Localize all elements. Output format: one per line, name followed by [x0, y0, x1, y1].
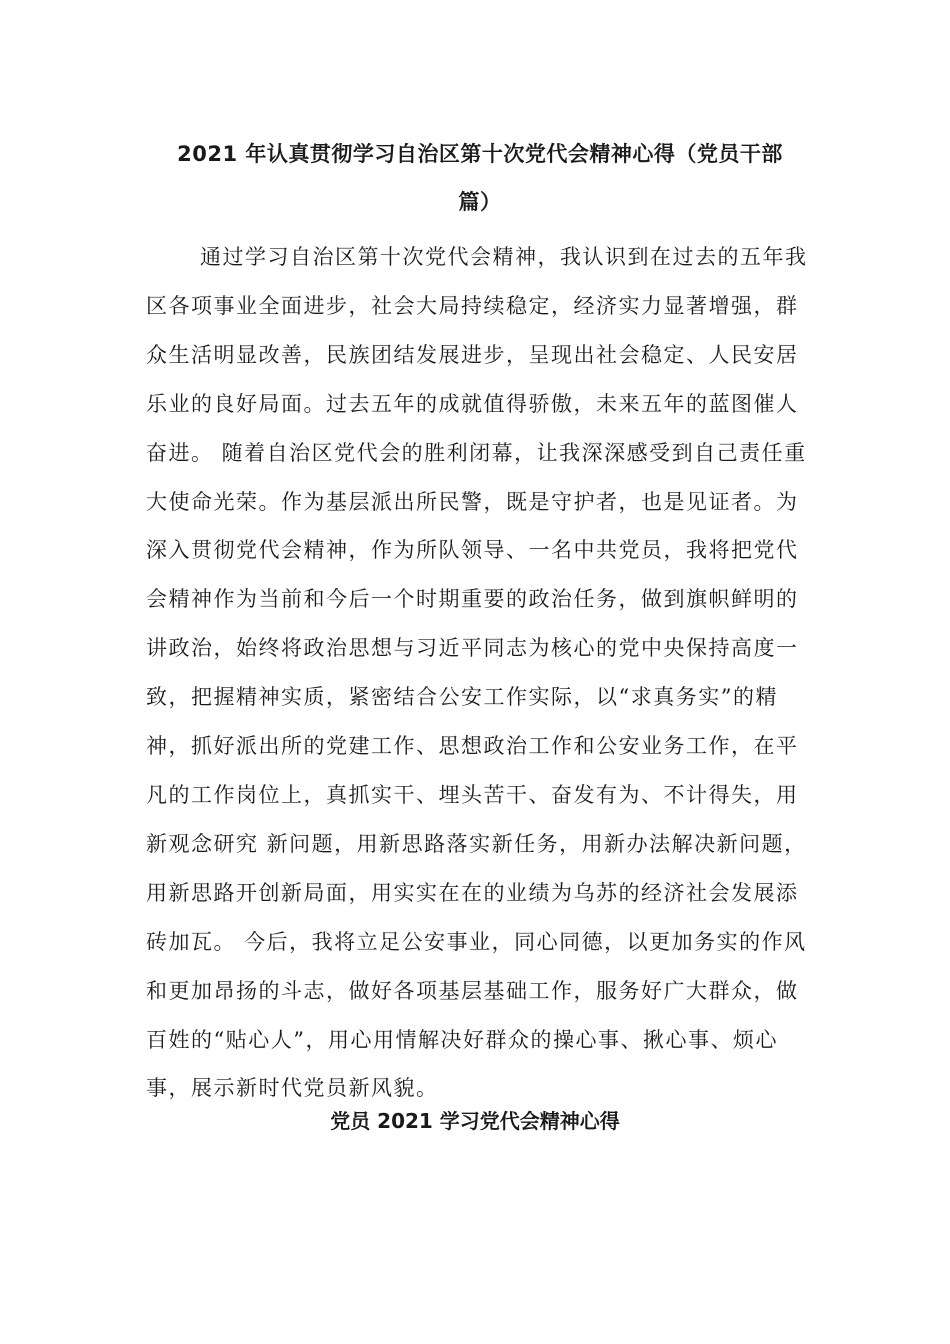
body-line-5: 奋进。 随着自治区党代会的胜利闭幕，让我深深感受到自己责任重 — [146, 440, 807, 465]
document-title-line-2: 篇） — [458, 190, 502, 214]
body-line-8: 会精神作为当前和今后一个时期重要的政治任务，做到旗帜鲜明的 — [146, 587, 799, 612]
body-line-3: 众生活明显改善，民族团结发展进步，呈现出社会稳定、人民安居 — [146, 342, 799, 367]
body-line-14: 用新思路开创新局面，用实实在在的业绩为乌苏的经济社会发展添 — [146, 880, 799, 905]
body-line-10: 致，把握精神实质，紧密结合公安工作实际，以“求真务实”的精 — [146, 685, 778, 710]
body-line-12: 凡的工作岗位上，真抓实干、埋头苦干、奋发有为、不计得失，用 — [146, 782, 799, 807]
section-subtitle: 党员 2021 学习党代会精神心得 — [330, 1109, 620, 1133]
body-line-7: 深入贯彻党代会精神，作为所队领导、一名中共党员，我将把党代 — [146, 538, 799, 563]
body-line-6: 大使命光荣。作为基层派出所民警，既是守护者，也是见证者。为 — [146, 489, 799, 514]
body-line-11: 神，抓好派出所的党建工作、思想政治工作和公安业务工作，在平 — [146, 734, 799, 759]
body-line-2: 区各项事业全面进步，社会大局持续稳定，经济实力显著增强，群 — [146, 293, 799, 318]
body-line-1: 通过学习自治区第十次党代会精神，我认识到在过去的五年我 — [200, 245, 808, 269]
body-line-17: 百姓的“贴心人”，用心用情解决好群众的操心事、揪心事、烦心 — [146, 1027, 778, 1052]
body-line-18: 事，展示新时代党员新风貌。 — [146, 1076, 439, 1101]
body-line-4: 乐业的良好局面。过去五年的成就值得骄傲，未来五年的蓝图催人 — [146, 391, 799, 416]
article-body — [146, 233, 812, 1113]
document-title-line-1: 2021 年认真贯彻学习自治区第十次党代会精神心得（党员干部 — [177, 142, 783, 166]
body-line-13: 新观念研究 新问题，用新思路落实新任务，用新办法解决新问题， — [146, 831, 807, 856]
body-line-15: 砖加瓦。 今后，我将立足公安事业，同心同德，以更加务实的作风 — [146, 929, 807, 954]
body-line-9: 讲政治，始终将政治思想与习近平同志为核心的党中央保持高度一 — [146, 636, 799, 661]
body-line-16: 和更加昂扬的斗志，做好各项基层基础工作，服务好广大群众，做 — [146, 978, 799, 1003]
